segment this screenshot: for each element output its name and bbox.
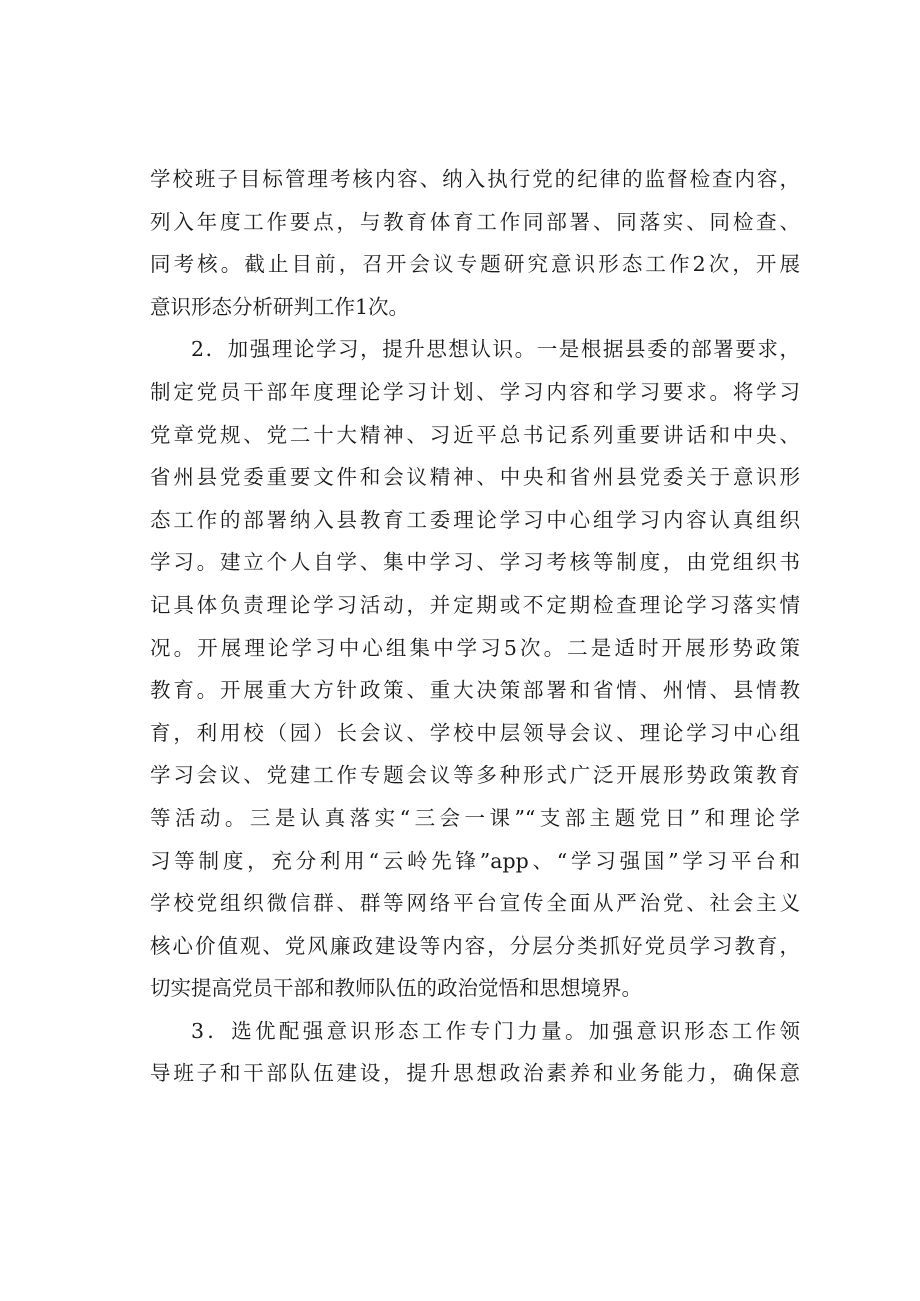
text-line: 育，利用校（园）长会议、学校中层领导会议、理论学习中心组 — [150, 720, 800, 745]
text-line: 学校党组织微信群、群等网络平台宣传全面从严治党、社会主义 — [150, 891, 800, 916]
text-line: 况。开展理论学习中心组集中学习5次。二是适时开展形势政策 — [150, 635, 800, 660]
text-line: 核心价值观、党风廉政建设等内容，分层分类抓好党员学习教育， — [150, 933, 800, 958]
text-line: 同考核。截止目前，召开会议专题研究意识形态工作2次，开展 — [150, 252, 800, 277]
text-line: 意识形态分析研判工作1次。 — [150, 294, 410, 319]
text-line: 制定党员干部年度理论学习计划、学习内容和学习要求。将学习 — [150, 379, 800, 404]
text-line: 态工作的部署纳入县教育工委理论学习中心组学习内容认真组织 — [150, 507, 800, 532]
document-page — [150, 158, 800, 1095]
text-line: 省州县党委重要文件和会议精神、中央和省州县党委关于意识形 — [150, 465, 800, 490]
text-line: 党章党规、党二十大精神、习近平总书记系列重要讲话和中央、 — [150, 422, 800, 447]
text-line: 学习。建立个人自学、集中学习、学习考核等制度，由党组织书 — [150, 550, 800, 575]
text-line: 导班子和干部队伍建设，提升思想政治素养和业务能力，确保意 — [150, 1061, 800, 1086]
text-line: 3．选优配强意识形态工作专门力量。加强意识形态工作领 — [191, 1018, 800, 1043]
text-line: 习等制度，充分利用“云岭先锋”app、“学习强国”学习平台和 — [150, 848, 800, 873]
paragraph-continuation — [150, 158, 800, 328]
text-line: 2．加强理论学习，提升思想认识。一是根据县委的部署要求， — [191, 337, 800, 362]
text-line: 列入年度工作要点，与教育体育工作同部署、同落实、同检查、 — [150, 209, 800, 234]
text-line: 等活动。三是认真落实“三会一课”“支部主题党日”和理论学 — [150, 805, 800, 830]
text-line: 切实提高党员干部和教师队伍的政治觉悟和思想境界。 — [150, 976, 642, 1001]
text-line: 教育。开展重大方针政策、重大决策部署和省情、州情、县情教 — [150, 678, 800, 703]
text-line: 记具体负责理论学习活动，并定期或不定期检查理论学习落实情 — [150, 592, 800, 617]
paragraph-ideology-staffing — [150, 1010, 800, 1095]
paragraph-theory-study — [150, 328, 800, 1010]
text-line: 学校班子目标管理考核内容、纳入执行党的纪律的监督检查内容， — [150, 167, 800, 191]
text-line: 学习会议、党建工作专题会议等多种形式广泛开展形势政策教育 — [150, 763, 800, 788]
